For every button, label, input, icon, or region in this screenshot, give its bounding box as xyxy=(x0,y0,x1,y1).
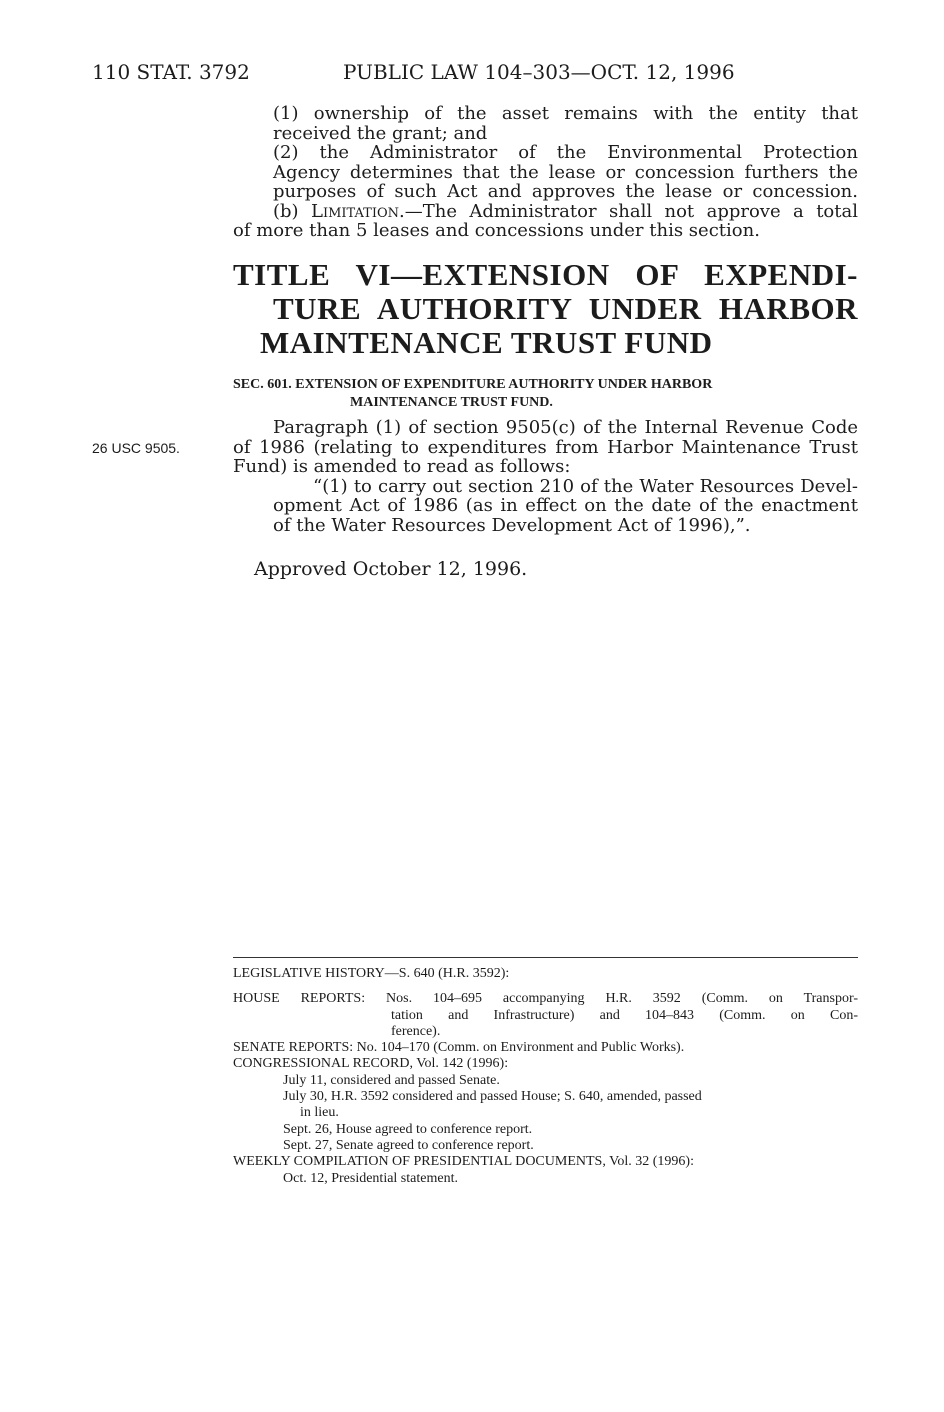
item-1-line-1: (1) ownership of the asset remains with the entity that xyxy=(273,103,858,124)
section-601-heading xyxy=(233,376,858,412)
legislative-history xyxy=(233,966,858,1187)
title-line-3: MAINTENANCE TRUST FUND xyxy=(260,325,713,360)
paragraph-line-1: Paragraph (1) of section 9505(c) of the Internal Revenue Code xyxy=(273,417,858,438)
senate-reports: SENATE REPORTS: No. 104–170 (Comm. on Environment and Public Works). xyxy=(233,1040,685,1056)
quote-line-2: opment Act of 1986 (as in effect on the date of the enactment xyxy=(273,495,858,516)
cr-item-2-cont: in lieu. xyxy=(300,1105,339,1121)
section-heading-line-1: SEC. 601. EXTENSION OF EXPENDITURE AUTHORITY UNDER HARBOR xyxy=(233,377,713,392)
weekly-compilation: WEEKLY COMPILATION OF PRESIDENTIAL DOCUMENTS, Vol. 32 (1996): xyxy=(233,1154,694,1170)
approval-date: Approved October 12, 1996. xyxy=(254,558,528,580)
title-vi-heading xyxy=(233,258,858,360)
house-reports-label: HOUSE REPORTS: xyxy=(233,991,366,1007)
item-2-line-1: (2) the Administrator of the Environmental Protection xyxy=(273,142,858,163)
house-reports-line-2: tation and Infrastructure) and 104–843 (Comm. on Con- xyxy=(391,1007,858,1023)
cr-item-1: July 11, considered and passed Senate. xyxy=(283,1072,500,1088)
limitation-text-1: .—The Administrator shall not approve a total xyxy=(399,200,858,222)
item-1-line-2: received the grant; and xyxy=(273,122,488,144)
house-reports-line-1 xyxy=(233,991,858,1007)
limitation-heading: Limitation xyxy=(311,200,400,222)
cr-item-2: July 30, H.R. 3592 considered and passed House; S. 640, amended, passed xyxy=(283,1089,702,1105)
page-stat-number: 110 STAT. 3792 xyxy=(92,60,250,84)
paragraph-line-2: of 1986 (relating to expenditures from Harbor Maintenance Trust xyxy=(233,436,858,458)
house-reports-text-1: Nos. 104–695 accompanying H.R. 3592 (Comm. on Transpor- xyxy=(386,991,858,1007)
limitation-line-2: of more than 5 leases and concessions under this section. xyxy=(233,220,760,241)
margin-citation: 26 USC 9505. xyxy=(92,440,180,456)
section-heading-line-2: MAINTENANCE TRUST FUND. xyxy=(350,395,553,410)
history-heading: LEGISLATIVE HISTORY—S. 640 (H.R. 3592): xyxy=(233,966,510,981)
limitation-prefix: (b) xyxy=(273,200,299,222)
cr-item-4: Sept. 27, Senate agreed to conference report. xyxy=(283,1137,534,1153)
title-line-1: TITLE VI—EXTENSION OF EXPENDI- xyxy=(233,257,858,292)
quote-line-3: of the Water Resources Development Act of 1996),”. xyxy=(273,514,751,536)
house-reports-line-3: ference). xyxy=(391,1023,441,1039)
item-2-line-2: Agency determines that the lease or concession furthers the xyxy=(273,161,858,183)
title-line-2: TURE AUTHORITY UNDER HARBOR xyxy=(273,291,858,326)
cr-item-3: Sept. 26, House agreed to conference report. xyxy=(283,1121,533,1137)
paragraph-line-3: Fund) is amended to read as follows: xyxy=(233,456,571,477)
limitation-line-1 xyxy=(233,202,858,222)
congressional-record: CONGRESSIONAL RECORD, Vol. 142 (1996): xyxy=(233,1056,509,1072)
item-2-line-3: purposes of such Act and approves the lease or concession. xyxy=(273,181,858,202)
page-law-header: PUBLIC LAW 104–303—OCT. 12, 1996 xyxy=(343,60,735,84)
conditions-block xyxy=(233,104,858,241)
wc-item: Oct. 12, Presidential statement. xyxy=(283,1170,458,1186)
quote-line-1: “(1) to carry out section 210 of the Water Resources Devel- xyxy=(313,475,858,497)
section-601-text xyxy=(233,418,858,535)
footer-rule xyxy=(233,957,858,958)
